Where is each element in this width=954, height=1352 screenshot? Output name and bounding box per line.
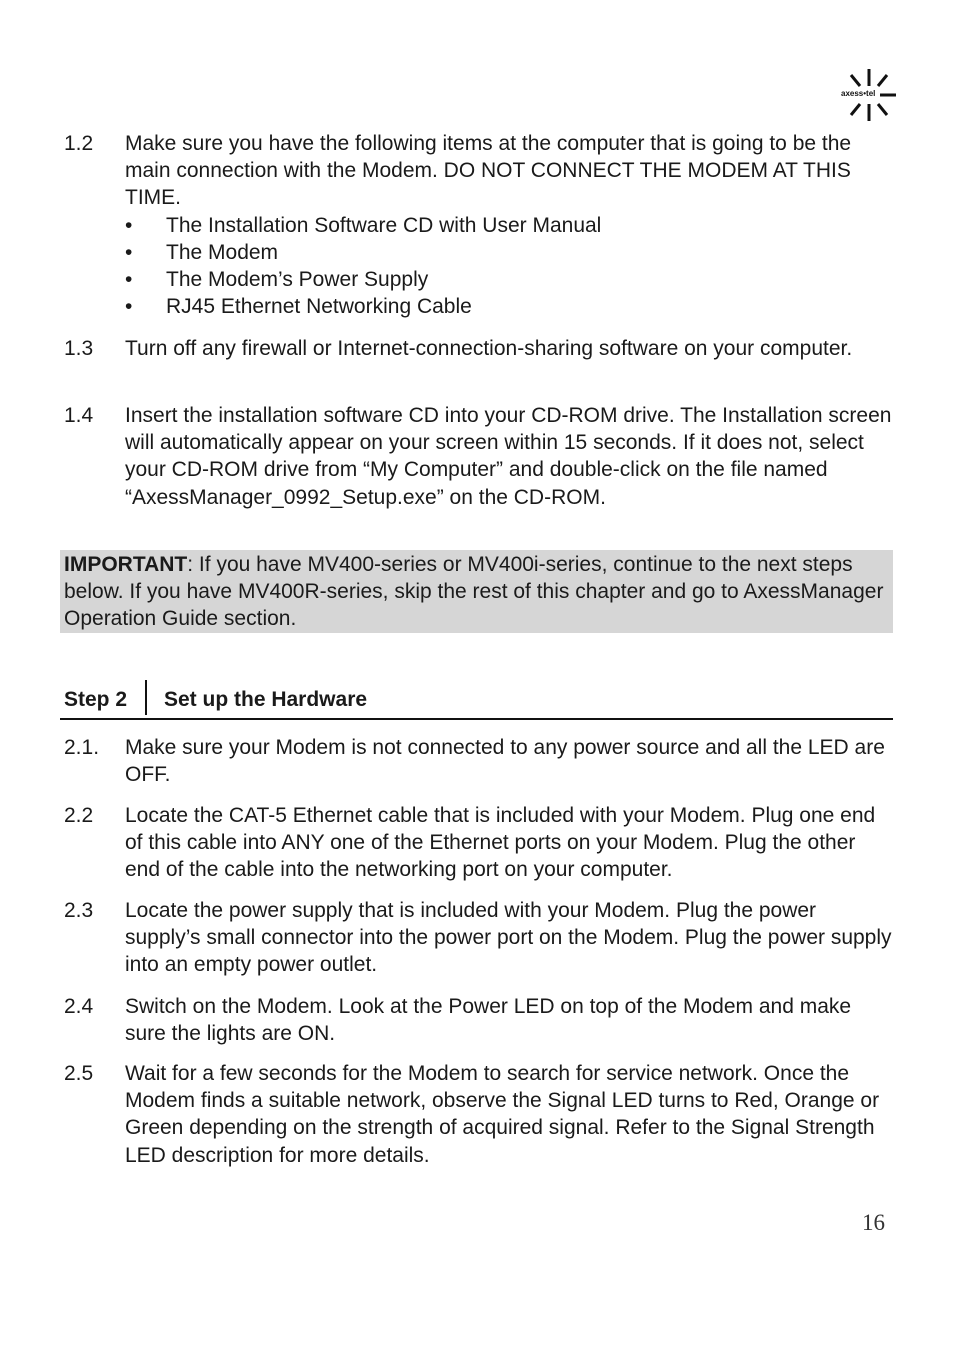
- item-text: Wait for a few seconds for the Modem to search for service network. Once the Modem finds a suitable network, observe the Signal LED turns to Red, Orange or Green depending on the strength of acquired signal. Refer to the Signal Strength LED description for more details.: [125, 1062, 880, 1167]
- item-number: 2.5: [64, 1062, 94, 1085]
- step-divider: [145, 680, 147, 715]
- logo-wordmark: axess•tel: [841, 89, 876, 98]
- item-text: Insert the installation software CD into your CD-ROM drive. The Installation screen will automatically appear on your screen within 15 seconds. If it does not, select your CD-ROM drive from “My Computer” and double-click on the file named “AxessManager_0992_Setup.exe” on the CD-ROM.: [125, 404, 892, 509]
- item-text: Turn off any firewall or Internet-connection-sharing software on your computer.: [125, 337, 853, 360]
- bullet-item: [125, 266, 896, 293]
- list-item-2-5: [64, 1060, 896, 1169]
- axesstel-logo: [836, 66, 898, 124]
- item-number: 2.4: [64, 995, 94, 1018]
- important-label: IMPORTANT: [64, 553, 188, 576]
- item-number: 1.4: [64, 404, 94, 427]
- item-text: Locate the power supply that is included with your Modem. Plug the power supply’s small connector into the power port on the Modem. Plug the power supply into an empty power outlet.: [125, 899, 892, 977]
- item-text: Locate the CAT-5 Ethernet cable that is included with your Modem. Plug one end of this cable into ANY one of the Ethernet ports on your Modem. Plug the other end of the cable into the networking port on your computer.: [125, 804, 876, 882]
- required-items-list: [125, 212, 896, 321]
- list-item-2-4: [64, 993, 896, 1047]
- item-text: Switch on the Modem. Look at the Power LED on top of the Modem and make sure the lights are ON.: [125, 995, 852, 1046]
- list-item-1-3: [64, 335, 896, 362]
- item-number: 1.2: [64, 132, 94, 155]
- page-number: 16: [862, 1210, 885, 1235]
- bullet-item: [125, 212, 896, 239]
- list-item-2-3: [64, 897, 896, 979]
- item-number: 2.2: [64, 804, 94, 827]
- bullet-icon: •: [125, 295, 133, 319]
- bullet-text: The Installation Software CD with User Manual: [166, 213, 602, 237]
- list-item-1-4: [64, 402, 896, 511]
- bullet-item: [125, 293, 896, 320]
- list-item-1-2: [64, 130, 896, 320]
- item-text: Make sure your Modem is not connected to any power source and all the LED are OFF.: [125, 736, 885, 787]
- step-title: Set up the Hardware: [164, 688, 368, 711]
- bullet-icon: •: [125, 213, 133, 237]
- bullet-item: [125, 239, 896, 266]
- item-number: 2.3: [64, 899, 94, 922]
- important-text: : If you have MV400-series or MV400i-series, continue to the next steps below. If you have MV400R-series, skip the rest of this chapter and go to AxessManager Operation Guide section.: [64, 553, 884, 631]
- item-number: 1.3: [64, 337, 94, 360]
- important-note: [60, 550, 893, 633]
- bullet-text: The Modem’s Power Supply: [166, 268, 429, 292]
- bullet-text: RJ45 Ethernet Networking Cable: [166, 295, 472, 319]
- step-label: Step 2: [64, 688, 128, 711]
- item-text: Make sure you have the following items at the computer that is going to be the main connection with the Modem. DO NOT CONNECT THE MODEM AT THIS TIME.: [125, 132, 852, 210]
- list-item-2-1: [64, 734, 896, 788]
- item-number: 2.1.: [64, 736, 100, 759]
- bullet-icon: •: [125, 268, 133, 292]
- list-item-2-2: [64, 802, 896, 884]
- bullet-icon: •: [125, 240, 133, 264]
- bullet-text: The Modem: [166, 240, 279, 264]
- step-heading: [60, 678, 893, 720]
